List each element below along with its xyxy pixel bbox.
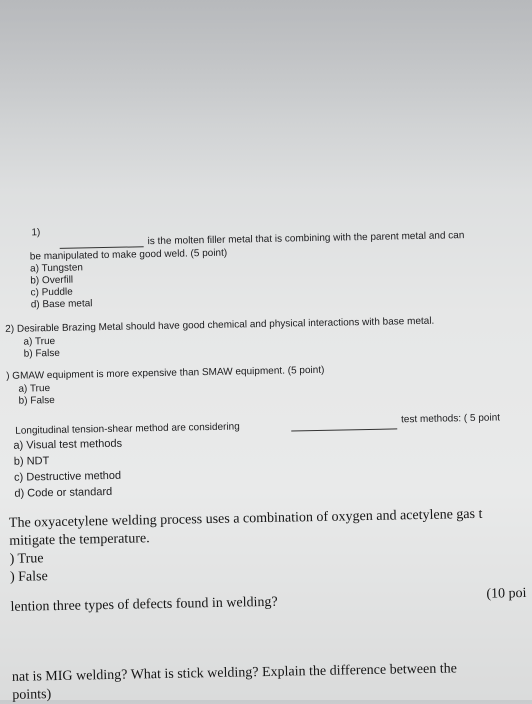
q1-answer-blank[interactable] xyxy=(60,246,144,249)
q3-option-b[interactable]: b) False xyxy=(18,394,55,407)
q4-option-d[interactable]: d) Code or standard xyxy=(14,485,113,500)
q4-answer-blank[interactable] xyxy=(291,428,397,431)
q3-stem: ) GMAW equipment is more expensive than SMAW equipment. (5 point) xyxy=(6,364,325,382)
q4-stem-part2: test methods: ( 5 point xyxy=(400,412,501,426)
q6-stem: lention three types of defects found in welding? xyxy=(10,594,278,615)
q1-option-d[interactable]: d) Base metal xyxy=(30,298,93,311)
q5-option-a[interactable]: ) True xyxy=(9,551,44,567)
q5-option-b[interactable]: ) False xyxy=(9,569,48,585)
q4-option-b[interactable]: b) NDT xyxy=(13,455,50,468)
q6-points: (10 poi xyxy=(486,585,527,602)
q5-stem-line1: The oxyacetylene welding process uses a combination of oxygen and acetylene gas t xyxy=(8,506,483,531)
q1-number: 1) xyxy=(31,227,41,239)
q1-stem-line1: is the molten filler metal that is combining with the parent metal and can xyxy=(147,230,465,248)
q2-option-a[interactable]: a) True xyxy=(23,335,56,348)
q4-option-a[interactable]: a) Visual test methods xyxy=(13,437,123,452)
q2-option-b[interactable]: b) False xyxy=(23,347,60,360)
q1-option-b[interactable]: b) Overfill xyxy=(30,274,74,287)
q7-stem-line1: nat is MIG welding? What is stick welding? Explain the difference between the xyxy=(11,661,458,685)
q1-stem-line2: be manipulated to make good weld. (5 point) xyxy=(29,247,228,263)
q4-option-c[interactable]: c) Destructive method xyxy=(13,469,122,484)
q4-stem-part1: Longitudinal tension-shear method are considering xyxy=(15,421,240,437)
worksheet-page xyxy=(0,150,532,703)
q2-stem: 2) Desirable Brazing Metal should have good chemical and physical interactions with base metal. xyxy=(5,315,435,335)
q7-stem-line2: points) xyxy=(12,687,52,703)
q1-option-a[interactable]: a) Tungsten xyxy=(29,262,84,275)
q5-stem-line2: mitigate the temperature. xyxy=(9,531,150,549)
q1-option-c[interactable]: c) Puddle xyxy=(30,286,73,299)
q3-option-a[interactable]: a) True xyxy=(18,383,51,395)
